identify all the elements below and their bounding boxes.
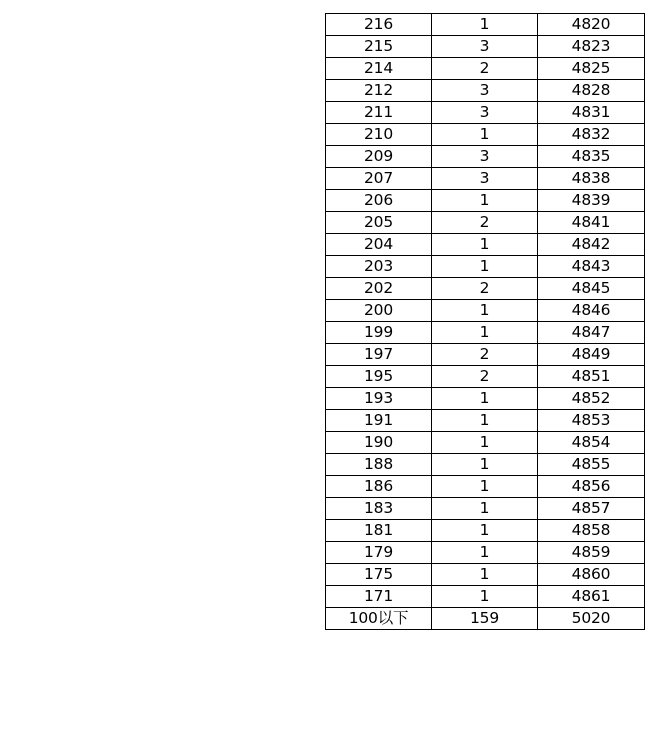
score-cell: 203	[326, 256, 432, 278]
cumulative-cell: 4856	[538, 476, 645, 498]
score-cell: 171	[326, 586, 432, 608]
cumulative-cell: 4843	[538, 256, 645, 278]
count-cell: 3	[432, 146, 538, 168]
score-cell: 202	[326, 278, 432, 300]
cumulative-cell: 4838	[538, 168, 645, 190]
count-cell: 2	[432, 344, 538, 366]
cumulative-cell: 4845	[538, 278, 645, 300]
count-cell: 2	[432, 212, 538, 234]
table-row	[326, 124, 645, 146]
score-cell: 175	[326, 564, 432, 586]
cumulative-cell: 4832	[538, 124, 645, 146]
cumulative-cell: 4857	[538, 498, 645, 520]
score-cell: 186	[326, 476, 432, 498]
count-cell: 1	[432, 564, 538, 586]
score-cell: 179	[326, 542, 432, 564]
table-row	[326, 410, 645, 432]
count-cell: 1	[432, 586, 538, 608]
count-cell: 1	[432, 124, 538, 146]
score-cell: 199	[326, 322, 432, 344]
count-cell: 1	[432, 256, 538, 278]
count-cell: 1	[432, 300, 538, 322]
table-row	[326, 322, 645, 344]
table-body	[326, 14, 645, 630]
table-row	[326, 278, 645, 300]
table-row	[326, 520, 645, 542]
score-cell: 216	[326, 14, 432, 36]
cumulative-cell: 4860	[538, 564, 645, 586]
cumulative-cell: 4855	[538, 454, 645, 476]
cumulative-cell: 4825	[538, 58, 645, 80]
cumulative-cell: 4852	[538, 388, 645, 410]
cumulative-cell: 4831	[538, 102, 645, 124]
table-row	[326, 234, 645, 256]
score-cell: 204	[326, 234, 432, 256]
score-cell: 183	[326, 498, 432, 520]
table-row	[326, 366, 645, 388]
count-cell: 1	[432, 476, 538, 498]
cumulative-cell: 4835	[538, 146, 645, 168]
cumulative-cell: 4861	[538, 586, 645, 608]
count-cell: 2	[432, 366, 538, 388]
cumulative-cell: 4851	[538, 366, 645, 388]
score-cell: 195	[326, 366, 432, 388]
table-row	[326, 608, 645, 630]
cumulative-cell: 4841	[538, 212, 645, 234]
cumulative-cell: 4842	[538, 234, 645, 256]
table-row	[326, 498, 645, 520]
table-row	[326, 102, 645, 124]
count-cell: 1	[432, 322, 538, 344]
count-cell: 3	[432, 36, 538, 58]
score-distribution-table	[325, 13, 645, 630]
cumulative-cell: 4846	[538, 300, 645, 322]
score-cell: 200	[326, 300, 432, 322]
count-cell: 1	[432, 234, 538, 256]
score-cell: 181	[326, 520, 432, 542]
count-cell: 1	[432, 410, 538, 432]
table-row	[326, 586, 645, 608]
score-cell: 191	[326, 410, 432, 432]
count-cell: 1	[432, 454, 538, 476]
score-cell: 211	[326, 102, 432, 124]
cumulative-cell: 4849	[538, 344, 645, 366]
score-cell: 207	[326, 168, 432, 190]
table-row	[326, 454, 645, 476]
score-cell: 210	[326, 124, 432, 146]
score-cell: 205	[326, 212, 432, 234]
cumulative-cell: 4859	[538, 542, 645, 564]
count-cell: 1	[432, 520, 538, 542]
count-cell: 2	[432, 278, 538, 300]
cumulative-cell: 5020	[538, 608, 645, 630]
count-cell: 3	[432, 80, 538, 102]
table-row	[326, 542, 645, 564]
table-row	[326, 432, 645, 454]
score-cell: 100以下	[326, 608, 432, 630]
table-row	[326, 212, 645, 234]
count-cell: 2	[432, 58, 538, 80]
count-cell: 3	[432, 102, 538, 124]
cumulative-cell: 4858	[538, 520, 645, 542]
cumulative-cell: 4823	[538, 36, 645, 58]
cumulative-cell: 4853	[538, 410, 645, 432]
score-cell: 197	[326, 344, 432, 366]
count-cell: 1	[432, 14, 538, 36]
score-cell: 209	[326, 146, 432, 168]
table-row	[326, 14, 645, 36]
cumulative-cell: 4828	[538, 80, 645, 102]
table-row	[326, 80, 645, 102]
table-row	[326, 476, 645, 498]
count-cell: 1	[432, 498, 538, 520]
table-row	[326, 344, 645, 366]
table-row	[326, 168, 645, 190]
cumulative-cell: 4839	[538, 190, 645, 212]
count-cell: 1	[432, 190, 538, 212]
table-row	[326, 564, 645, 586]
score-cell: 215	[326, 36, 432, 58]
count-cell: 3	[432, 168, 538, 190]
table-row	[326, 256, 645, 278]
count-cell: 1	[432, 388, 538, 410]
cumulative-cell: 4847	[538, 322, 645, 344]
score-cell: 206	[326, 190, 432, 212]
score-cell: 188	[326, 454, 432, 476]
score-cell: 212	[326, 80, 432, 102]
table-row	[326, 300, 645, 322]
cumulative-cell: 4820	[538, 14, 645, 36]
score-cell: 193	[326, 388, 432, 410]
score-cell: 190	[326, 432, 432, 454]
count-cell: 1	[432, 542, 538, 564]
table-row	[326, 36, 645, 58]
table-row	[326, 388, 645, 410]
count-cell: 159	[432, 608, 538, 630]
table-row	[326, 146, 645, 168]
table-row	[326, 58, 645, 80]
table-row	[326, 190, 645, 212]
score-cell: 214	[326, 58, 432, 80]
cumulative-cell: 4854	[538, 432, 645, 454]
count-cell: 1	[432, 432, 538, 454]
